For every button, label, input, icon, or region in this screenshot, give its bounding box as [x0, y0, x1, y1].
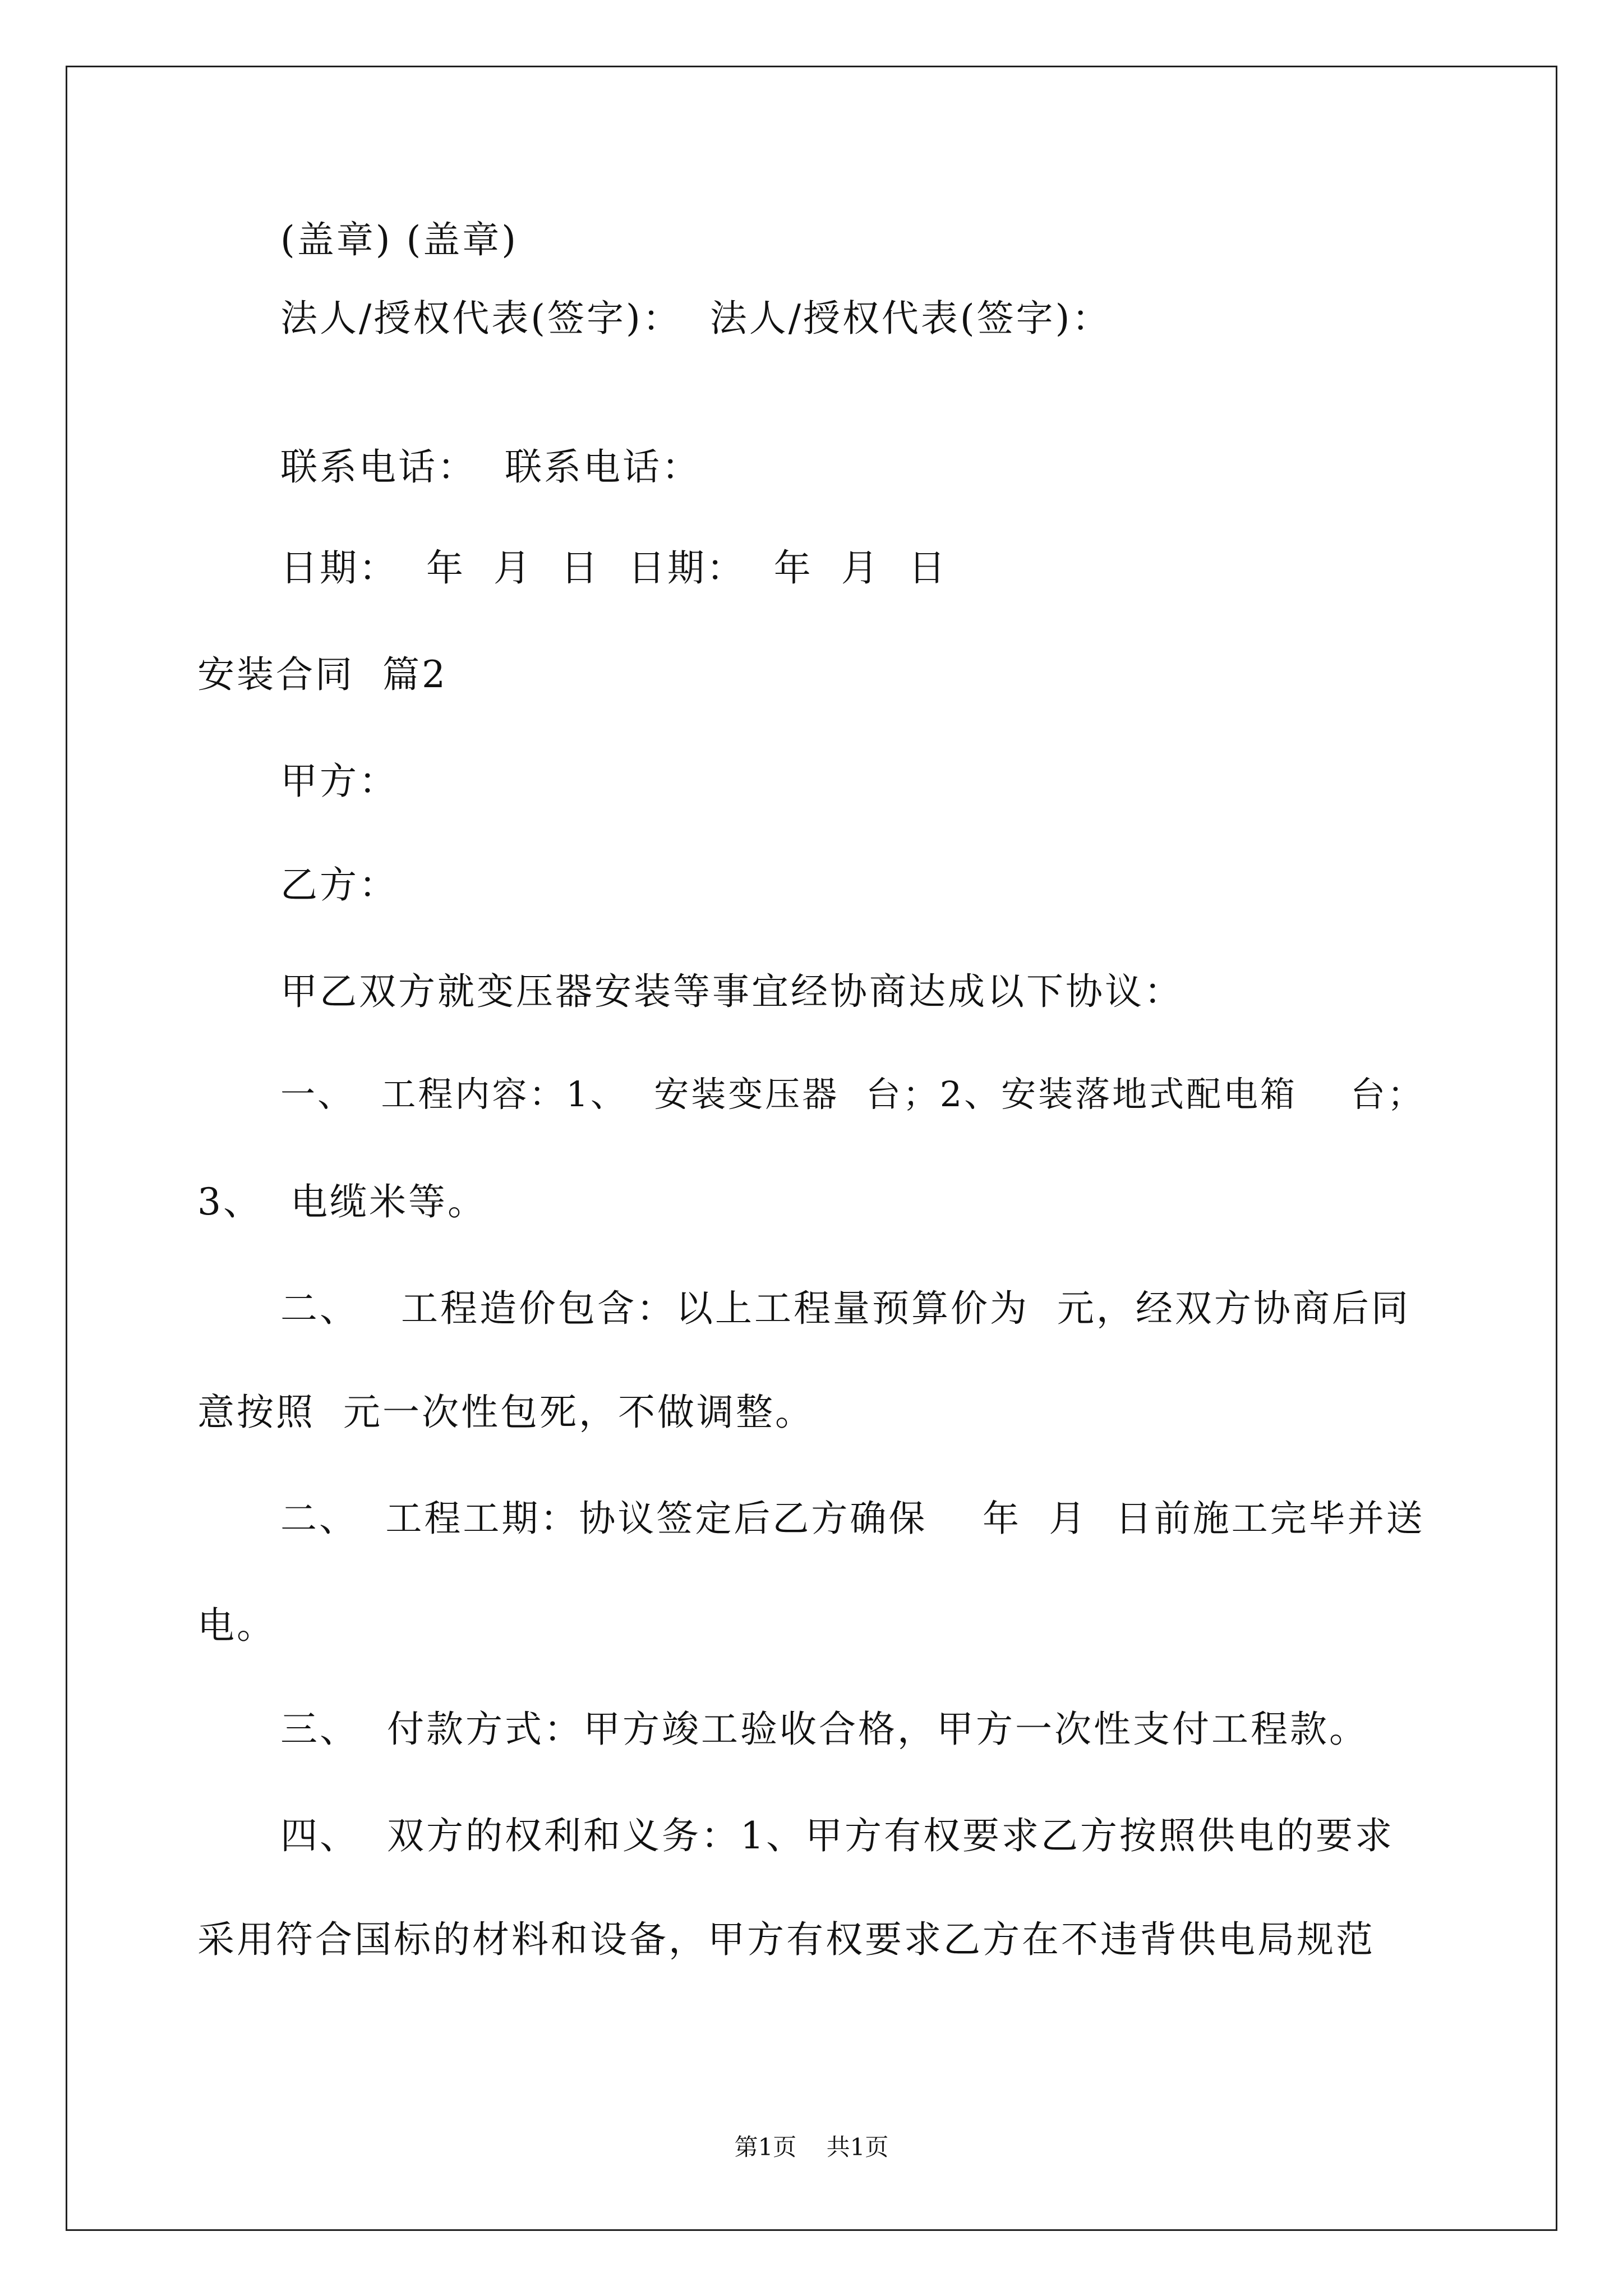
page-border — [66, 66, 1557, 2231]
clause-3-line-1: 二、 工程工期：协议签定后乙方确保 年 月 日前施工完毕并送 — [280, 1498, 1425, 1540]
clause-1-line-1: 一、 工程内容：1、 安装变压器 台；2、安装落地式配电箱 台； — [280, 1074, 1424, 1115]
clause-3-line-2: 电。 — [197, 1604, 276, 1647]
clause-2-line-2: 意按照 元一次性包死，不做调整。 — [197, 1391, 814, 1434]
party-b-line: 乙方： — [280, 863, 398, 907]
seal-line: (盖章) (盖章) — [280, 218, 518, 261]
party-a-line: 甲方： — [280, 760, 398, 803]
clause-1-line-2: 3、 电缆米等。 — [197, 1180, 487, 1223]
agreement-intro: 甲乙双方就变压器安装等事宜经协商达成以下协议： — [280, 970, 1183, 1013]
clause-5-line-2: 采用符合国标的材料和设备，甲方有权要求乙方在不违背供电局规范 — [197, 1918, 1375, 1961]
page-number-footer: 第1页 共1页 — [734, 2133, 889, 2161]
date-line: 日期： 年 月 日 日期： 年 月 日 — [280, 546, 948, 590]
clause-2-line-1: 二、 工程造价包含：以上工程量预算价为 元，经双方协商后同 — [280, 1287, 1410, 1330]
contact-phone-line: 联系电话： 联系电话： — [280, 445, 701, 489]
representative-signature-line: 法人/授权代表(签字)： 法人/授权代表(签字)： — [280, 297, 1112, 340]
clause-5-line-1: 四、 双方的权利和义务：1、甲方有权要求乙方按照供电的要求 — [280, 1814, 1394, 1857]
contract-section-heading: 安装合同 篇2 — [197, 653, 448, 696]
clause-4-line-1: 三、 付款方式：甲方竣工验收合格，甲方一次性支付工程款。 — [280, 1708, 1368, 1751]
